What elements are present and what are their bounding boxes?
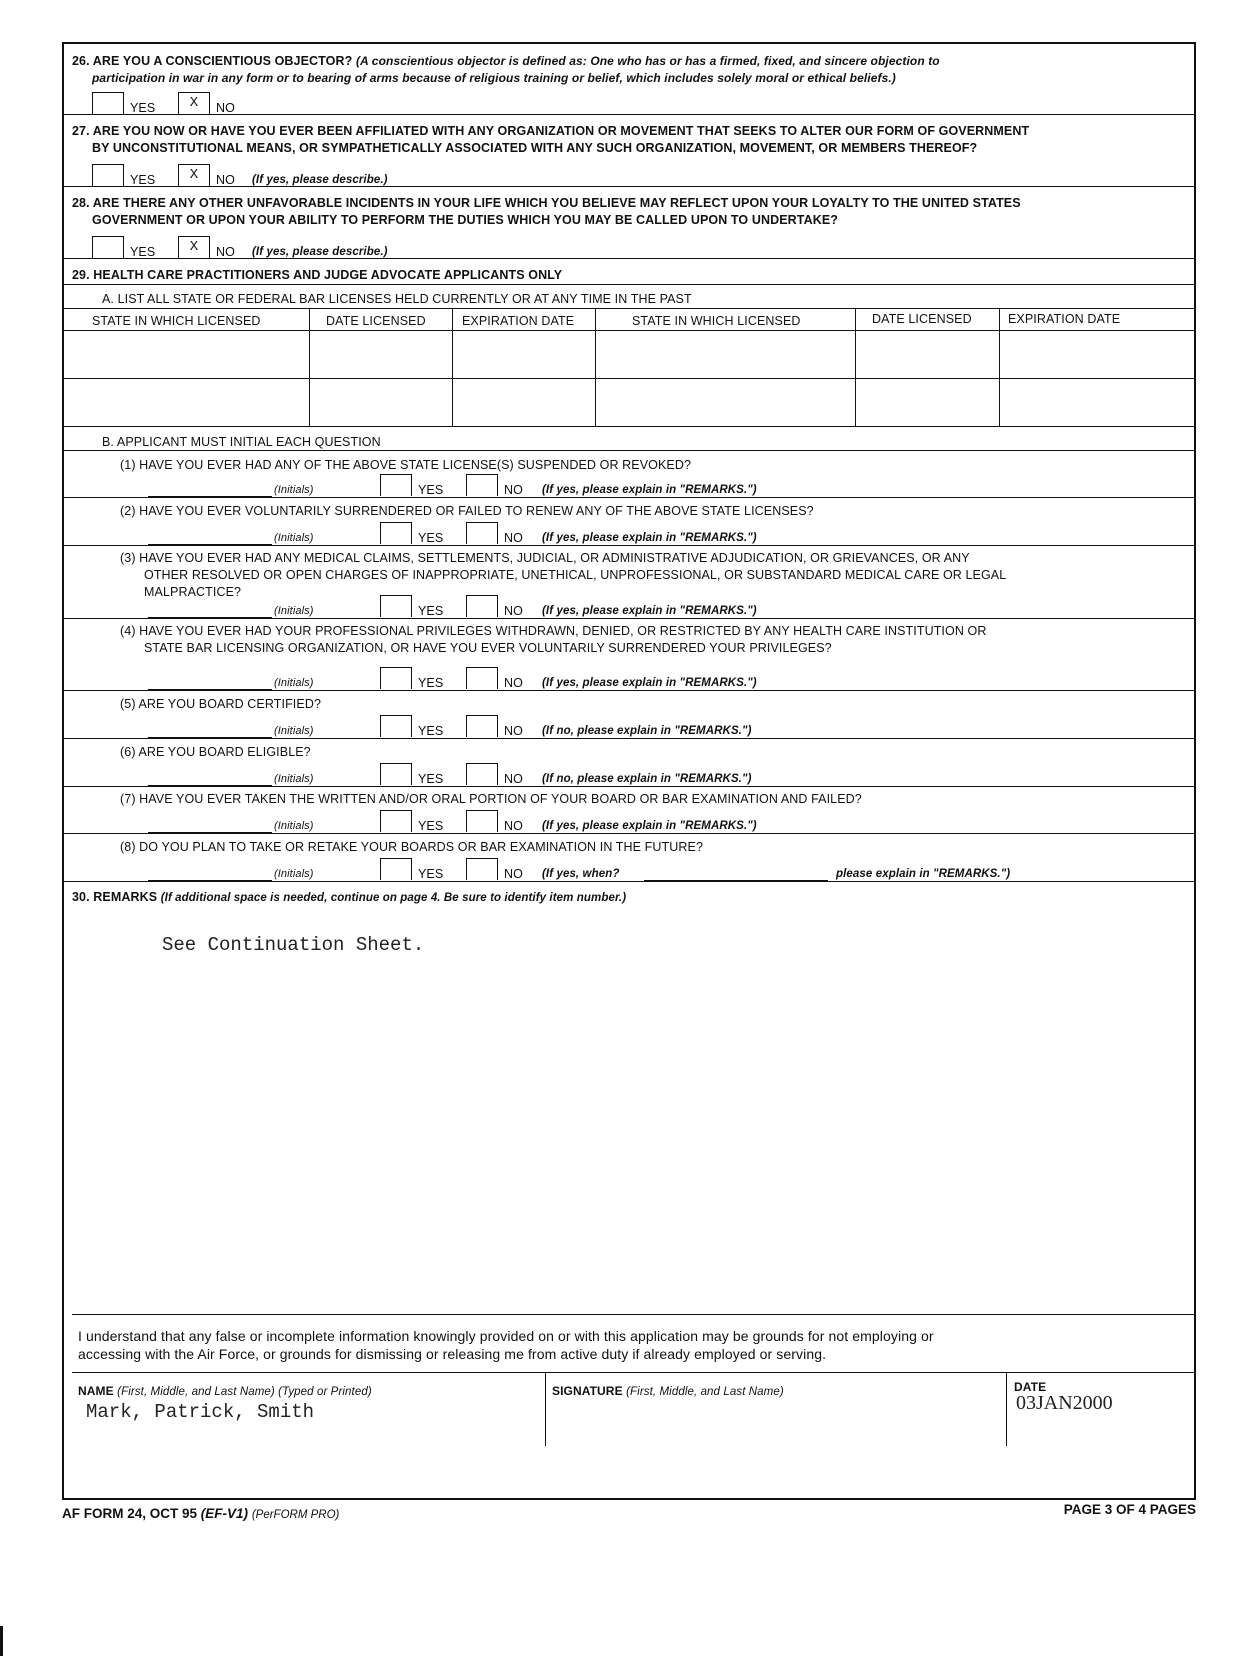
q28-line1: 28. ARE THERE ANY OTHER UNFAVORABLE INCIDENTS IN YOUR LIFE WHICH YOU BELIEVE MAY REFLECT UPON YOUR LOYALTY TO THE UNITED STATES <box>72 196 1021 210</box>
q29b-8-no-checkbox[interactable] <box>466 858 498 880</box>
q28-yes-label: YES <box>130 245 156 259</box>
q29b-3-no-checkbox[interactable] <box>466 595 498 617</box>
q29b-2-text: (2) HAVE YOU EVER VOLUNTARILY SURRENDERED OR FAILED TO RENEW ANY OF THE ABOVE STATE LICENSES? <box>120 504 814 518</box>
q29b-8-text: (8) DO YOU PLAN TO TAKE OR RETAKE YOUR BOARDS OR BAR EXAMINATION IN THE FUTURE? <box>120 840 704 854</box>
q30-note: (If additional space is needed, continue on page 4. Be sure to identify item number.) <box>160 892 627 904</box>
divider <box>64 545 1194 546</box>
col-divider <box>855 308 856 426</box>
q27-no-checkbox[interactable]: X <box>178 164 210 186</box>
col-divider <box>309 308 310 426</box>
yes-label: YES <box>418 819 444 833</box>
yes-label: YES <box>418 604 444 618</box>
divider <box>64 114 1194 115</box>
q28-note: (If yes, please describe.) <box>252 246 388 258</box>
form-id: AF FORM 24, OCT 95 <box>62 1506 198 1521</box>
q29b-1-text: (1) HAVE YOU EVER HAD ANY OF THE ABOVE STATE LICENSE(S) SUSPENDED OR REVOKED? <box>120 458 692 472</box>
q26-yes-label: YES <box>130 101 156 115</box>
table-cell-state[interactable] <box>597 380 854 425</box>
q29b-6-yes-checkbox[interactable] <box>380 763 412 785</box>
q29b-1-no-checkbox[interactable] <box>466 474 498 496</box>
col-divider <box>999 308 1000 426</box>
form-software: (PerFORM PRO) <box>251 1509 340 1521</box>
q29b-3-text-line1: (3) HAVE YOU EVER HAD ANY MEDICAL CLAIMS, SETTLEMENTS, JUDICIAL, OR ADMINISTRATIVE ADJUDICATION, OR GRIEVANCES, OR ANY <box>120 551 970 565</box>
q28-line2: GOVERNMENT OR UPON YOUR ABILITY TO PERFORM THE DUTIES WHICH YOU MAY BE CALLED UPON TO UNDERTAKE? <box>92 213 838 227</box>
scan-edge-mark <box>0 1626 3 1656</box>
q29b-3-text-line3: MALPRACTICE? <box>144 585 242 599</box>
q29b-1-note: (If yes, please explain in "REMARKS.") <box>542 484 757 496</box>
q29b-8-yes-checkbox[interactable] <box>380 858 412 880</box>
divider <box>64 738 1194 739</box>
signature-label: SIGNATURE <box>552 1384 623 1398</box>
divider <box>64 450 1194 451</box>
q29b-6-no-checkbox[interactable] <box>466 763 498 785</box>
table-cell-date-licensed[interactable] <box>311 380 451 425</box>
certification-line1: I understand that any false or incomplete information knowingly provided on or with this application may be grounds for not employing or <box>78 1328 934 1344</box>
q29b-title: B. APPLICANT MUST INITIAL EACH QUESTION <box>102 435 381 449</box>
certification-line2: accessing with the Air Force, or grounds for dismissing or releasing me from active duty if already employed or serving. <box>78 1346 827 1362</box>
initials-label: (Initials) <box>274 677 314 689</box>
q29b-7-no-checkbox[interactable] <box>466 810 498 832</box>
no-label: NO <box>504 604 523 618</box>
divider <box>64 186 1194 187</box>
table-cell-state[interactable] <box>66 332 308 377</box>
q28-yes-checkbox[interactable] <box>92 236 124 258</box>
yes-label: YES <box>418 772 444 786</box>
table-cell-expiration[interactable] <box>1001 332 1191 377</box>
q29b-4-no-checkbox[interactable] <box>466 667 498 689</box>
initials-label: (Initials) <box>274 725 314 737</box>
date-label: DATE <box>1014 1380 1047 1394</box>
signature-heading <box>552 1384 784 1398</box>
q29b-2-yes-checkbox[interactable] <box>380 522 412 544</box>
signature-field[interactable] <box>554 1404 994 1442</box>
q26-no-checkbox[interactable]: X <box>178 92 210 114</box>
q29b-5-note: (If no, please explain in "REMARKS.") <box>542 725 752 737</box>
q26-question <box>72 54 940 68</box>
q27-line1: 27. ARE YOU NOW OR HAVE YOU EVER BEEN AFFILIATED WITH ANY ORGANIZATION OR MOVEMENT THAT SEEKS TO ALTER OUR FORM OF GOVERNMENT <box>72 124 1030 138</box>
q28-no-checkbox[interactable]: X <box>178 236 210 258</box>
table-cell-date-licensed[interactable] <box>857 332 998 377</box>
q26-label: 26. ARE YOU A CONSCIENTIOUS OBJECTOR? <box>72 54 353 68</box>
form-edition: (EF-V1) <box>200 1506 249 1521</box>
q29b-2-note: (If yes, please explain in "REMARKS.") <box>542 532 757 544</box>
col-header: EXPIRATION DATE <box>1008 312 1121 326</box>
q29-title: 29. HEALTH CARE PRACTITIONERS AND JUDGE ADVOCATE APPLICANTS ONLY <box>72 268 563 282</box>
yes-label: YES <box>418 724 444 738</box>
yes-label: YES <box>418 483 444 497</box>
q29b-6-note: (If no, please explain in "REMARKS.") <box>542 773 752 785</box>
no-label: NO <box>504 819 523 833</box>
q29b-3-text-line2: OTHER RESOLVED OR OPEN CHARGES OF INAPPROPRIATE, UNETHICAL, UNPROFESSIONAL, OR SUBSTANDARD MEDICAL CARE OR LEGAL <box>144 568 1007 582</box>
no-label: NO <box>504 772 523 786</box>
q29b-4-text-line2: STATE BAR LICENSING ORGANIZATION, OR HAVE YOU EVER VOLUNTARILY SURRENDERED YOUR PRIVILEGES? <box>144 641 832 655</box>
table-cell-date-licensed[interactable] <box>857 380 998 425</box>
initials-label: (Initials) <box>274 605 314 617</box>
divider <box>64 690 1194 691</box>
q29a-title: A. LIST ALL STATE OR FEDERAL BAR LICENSES HELD CURRENTLY OR AT ANY TIME IN THE PAST <box>102 292 692 306</box>
table-cell-expiration[interactable] <box>1001 380 1191 425</box>
table-top-border <box>64 308 1194 309</box>
yes-label: YES <box>418 867 444 881</box>
q30-heading <box>72 890 626 904</box>
q29b-3-yes-checkbox[interactable] <box>380 595 412 617</box>
table-cell-expiration[interactable] <box>454 380 594 425</box>
q27-yes-label: YES <box>130 173 156 187</box>
divider <box>72 1314 1194 1315</box>
col-header: EXPIRATION DATE <box>462 314 575 328</box>
q29b-5-text: (5) ARE YOU BOARD CERTIFIED? <box>120 697 321 711</box>
page-number: PAGE 3 OF 4 PAGES <box>1063 1502 1196 1517</box>
q27-line2: BY UNCONSTITUTIONAL MEANS, OR SYMPATHETICALLY ASSOCIATED WITH ANY SUCH ORGANIZATION, MOVEMENT, OR MEMBERS THEREOF? <box>92 141 978 155</box>
name-label: NAME <box>78 1384 114 1398</box>
initials-label: (Initials) <box>274 773 314 785</box>
col-header: DATE LICENSED <box>872 312 972 326</box>
initials-label: (Initials) <box>274 868 314 880</box>
q29b-6-text: (6) ARE YOU BOARD ELIGIBLE? <box>120 745 311 759</box>
initials-label: (Initials) <box>274 532 314 544</box>
q26-note-line2: participation in war in any form or to bearing of arms because of religious training or belief, which includes solely moral or ethical beliefs.) <box>92 71 896 85</box>
no-label: NO <box>504 531 523 545</box>
q29b-7-note: (If yes, please explain in "REMARKS.") <box>542 820 757 832</box>
q29b-2-no-checkbox[interactable] <box>466 522 498 544</box>
q29b-4-yes-checkbox[interactable] <box>380 667 412 689</box>
no-label: NO <box>504 483 523 497</box>
col-divider <box>1006 1372 1007 1446</box>
no-label: NO <box>504 724 523 738</box>
divider <box>64 786 1194 787</box>
no-label: NO <box>504 867 523 881</box>
divider <box>64 881 1194 882</box>
initials-label: (Initials) <box>274 484 314 496</box>
table-bottom-border <box>64 426 1194 427</box>
divider <box>64 833 1194 834</box>
q29b-4-text-line1: (4) HAVE YOU EVER HAD YOUR PROFESSIONAL PRIVILEGES WITHDRAWN, DENIED, OR RESTRICTED BY ANY HEALTH CARE INSTITUTION OR <box>120 624 987 638</box>
q29b-5-no-checkbox[interactable] <box>466 715 498 737</box>
divider <box>64 284 1194 285</box>
q29b-3-note: (If yes, please explain in "REMARKS.") <box>542 605 757 617</box>
name-note: (First, Middle, and Last Name) (Typed or Printed) <box>117 1386 372 1398</box>
q27-yes-checkbox[interactable] <box>92 164 124 186</box>
q29b-8-note: (If yes, when? <box>542 868 620 880</box>
signature-note: (First, Middle, and Last Name) <box>626 1386 784 1398</box>
q29b-4-note: (If yes, please explain in "REMARKS.") <box>542 677 757 689</box>
yes-label: YES <box>418 676 444 690</box>
table-header-border <box>64 330 1194 331</box>
col-header: STATE IN WHICH LICENSED <box>92 314 261 328</box>
table-cell-state[interactable] <box>66 380 308 425</box>
col-header: DATE LICENSED <box>326 314 426 328</box>
table-cell-date-licensed[interactable] <box>311 332 451 377</box>
q26-yes-checkbox[interactable] <box>92 92 124 114</box>
q26-note-line1: (A conscientious objector is defined as: One who has or has a firmed, fixed, and sincere objection to <box>355 54 940 68</box>
name-heading <box>78 1384 372 1398</box>
divider <box>64 497 1194 498</box>
q29b-8-note2: please explain in "REMARKS.") <box>836 868 1011 880</box>
col-header: STATE IN WHICH LICENSED <box>632 314 801 328</box>
q29b-5-yes-checkbox[interactable] <box>380 715 412 737</box>
divider <box>64 618 1194 619</box>
q30-label: 30. REMARKS <box>72 890 158 904</box>
application-form-page-3 <box>62 42 1196 1500</box>
col-divider <box>545 1372 546 1446</box>
table-cell-state[interactable] <box>597 332 854 377</box>
col-divider <box>452 308 453 426</box>
table-cell-expiration[interactable] <box>454 332 594 377</box>
name-value[interactable]: Mark, Patrick, Smith <box>86 1401 315 1423</box>
yes-label: YES <box>418 531 444 545</box>
date-value[interactable]: 03JAN2000 <box>1016 1392 1113 1414</box>
divider <box>72 1372 1194 1373</box>
remarks-value[interactable]: See Continuation Sheet. <box>162 934 425 956</box>
q28-no-label: NO <box>216 245 235 259</box>
q26-no-label: NO <box>216 101 235 115</box>
divider <box>64 258 1194 259</box>
q29b-7-text: (7) HAVE YOU EVER TAKEN THE WRITTEN AND/OR ORAL PORTION OF YOUR BOARD OR BAR EXAMINATION AND FAILED? <box>120 792 862 806</box>
col-divider <box>595 308 596 426</box>
q29b-1-yes-checkbox[interactable] <box>380 474 412 496</box>
q27-note: (If yes, please describe.) <box>252 174 388 186</box>
q27-no-label: NO <box>216 173 235 187</box>
q29b-7-yes-checkbox[interactable] <box>380 810 412 832</box>
initials-label: (Initials) <box>274 820 314 832</box>
table-row-border <box>64 378 1194 379</box>
no-label: NO <box>504 676 523 690</box>
form-identifier <box>62 1506 339 1521</box>
